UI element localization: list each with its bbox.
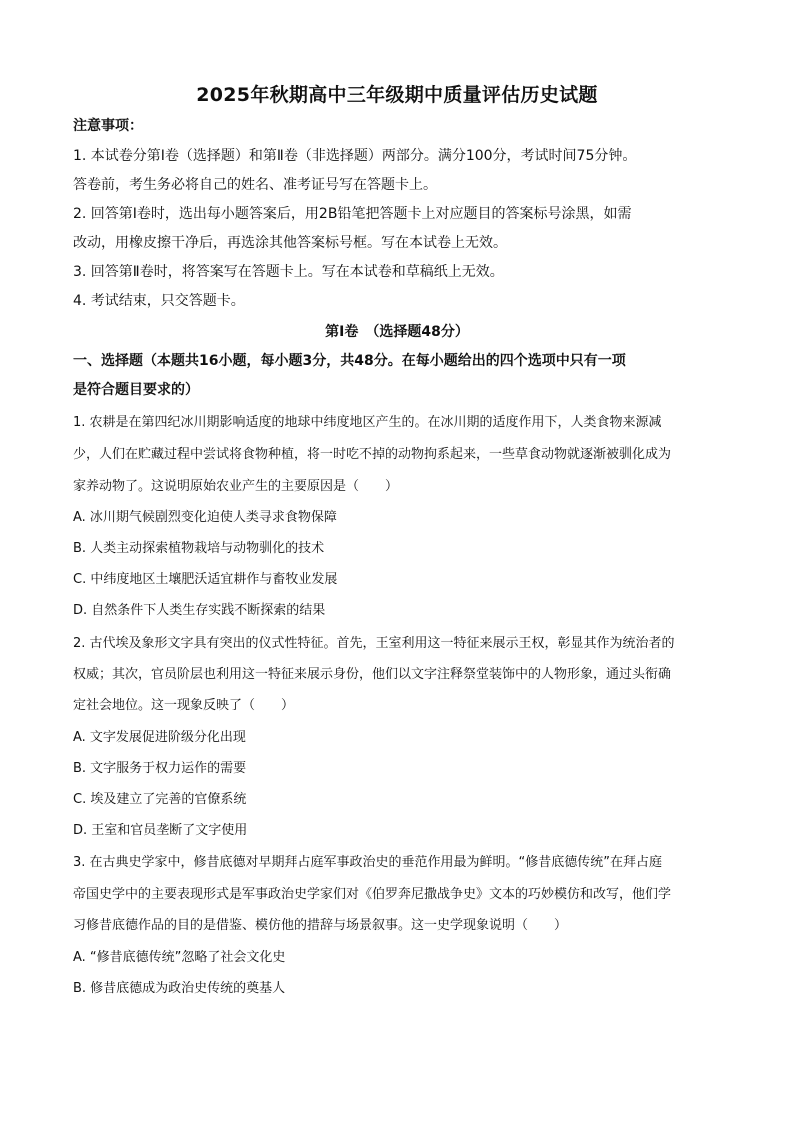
question-stem: 3. 在古典史学家中，修昔底德对早期拜占庭军事政治史的垂范作用最为鲜明。“修昔底德传统”在拜占庭: [73, 855, 663, 870]
section-intro: 一、选择题（本题共16小题，每小题3分，共48分。在每小题给出的四个选项中只有一项: [73, 353, 626, 369]
option-a[interactable]: A. 冰川期气候剧烈变化迫使人类寻求食物保障: [73, 510, 337, 525]
option-d[interactable]: D. 王室和官员垄断了文字使用: [73, 823, 248, 838]
option-d[interactable]: D. 自然条件下人类生存实践不断探索的结果: [73, 603, 326, 618]
option-a[interactable]: A. 文字发展促进阶级分化出现: [73, 730, 246, 745]
question-stem: 习修昔底德作品的目的是借鉴、模仿他的措辞与场景叙事。这一史学现象说明（ ）: [73, 918, 568, 933]
question-stem: 2. 古代埃及象形文字具有突出的仪式性特征。首先，王室利用这一特征来展示王权，彰显其作为统治者的: [73, 636, 675, 651]
section-title: 第Ⅰ卷 （选择题48分）: [325, 324, 469, 340]
notice-line: 1. 本试卷分第Ⅰ卷（选择题）和第Ⅱ卷（非选择题）两部分。满分100分，考试时间75分钟。: [73, 148, 637, 164]
question-stem: 帝国史学中的主要表现形式是军事政治史学家们对《伯罗奔尼撒战争史》文本的巧妙模仿和改写，他们学: [73, 887, 672, 902]
question-stem: 1. 农耕是在第四纪冰川期影响适度的地球中纬度地区产生的。在冰川期的适度作用下，人类食物来源减: [73, 415, 662, 430]
option-b[interactable]: B. 人类主动探索植物栽培与动物驯化的技术: [73, 541, 325, 556]
option-a[interactable]: A. “修昔底德传统”忽略了社会文化史: [73, 950, 286, 965]
question-stem: 权威；其次，官员阶层也利用这一特征来展示身份，他们以文字注释祭堂装饰中的人物形象，通过头衔确: [73, 667, 672, 682]
question-stem: 少，人们在贮藏过程中尝试将食物种植，将一时吃不掉的动物拘系起来，一些草食动物就逐渐被驯化成为: [73, 447, 672, 462]
notice-line: 答卷前，考生务必将自己的姓名、准考证号写在答题卡上。: [73, 177, 437, 193]
question-stem: 家养动物了。这说明原始农业产生的主要原因是（ ）: [73, 479, 399, 494]
option-c[interactable]: C. 中纬度地区土壤肥沃适宜耕作与畜牧业发展: [73, 572, 338, 587]
option-b[interactable]: B. 修昔底德成为政治史传统的奠基人: [73, 981, 286, 996]
exam-title: 2025年秋期高中三年级期中质量评估历史试题: [196, 84, 598, 106]
option-c[interactable]: C. 埃及建立了完善的官僚系统: [73, 792, 247, 807]
notice-heading: 注意事项：: [73, 118, 143, 134]
question-stem: 定社会地位。这一现象反映了（ ）: [73, 698, 295, 713]
notice-line: 4. 考试结束，只交答题卡。: [73, 293, 245, 309]
section-intro: 是符合题目要求的）: [73, 382, 199, 398]
option-b[interactable]: B. 文字服务于权力运作的需要: [73, 761, 247, 776]
notice-line: 改动，用橡皮擦干净后，再选涂其他答案标号框。写在本试卷上无效。: [73, 235, 507, 251]
notice-line: 3. 回答第Ⅱ卷时，将答案写在答题卡上。写在本试卷和草稿纸上无效。: [73, 264, 504, 280]
notice-line: 2. 回答第Ⅰ卷时，选出每小题答案后，用2B铅笔把答题卡上对应题目的答案标号涂黑，如需: [73, 206, 632, 222]
